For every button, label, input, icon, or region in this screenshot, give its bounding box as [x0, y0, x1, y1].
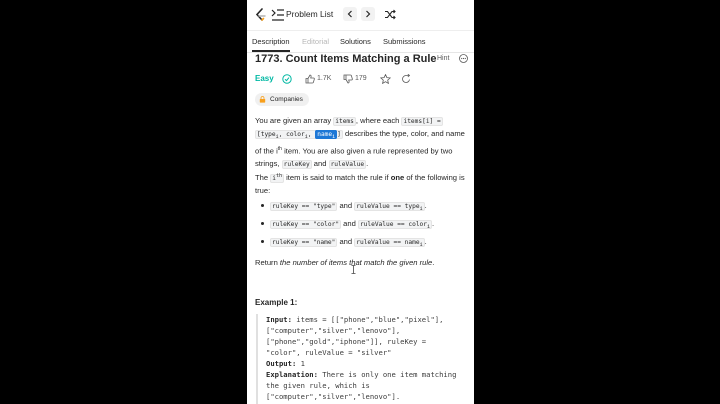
likes-count: 1.7K — [317, 75, 332, 82]
tab-submissions[interactable]: Submissions — [383, 37, 426, 46]
active-tab-indicator — [252, 50, 290, 52]
dislikes-count: 179 — [355, 75, 367, 82]
list-item: ruleKey == "name" and ruleValue == name$_i$ . — [255, 237, 427, 248]
description-paragraph-1: You are given an array items , where each items[i] = [type$_i$, color$_i$, name$_i$ ] describes the type, color, and name of the $i^{th}$ item. You are also given a rule represented by two strings, ruleKey and ruleValue . — [255, 116, 465, 168]
companies-tag[interactable] — [255, 93, 309, 106]
tab-bar — [247, 30, 474, 53]
text-cursor-icon — [351, 265, 356, 274]
code-rulevalue: ruleValue — [330, 160, 365, 168]
list-item: ruleKey == "type" and ruleValue == type$_i$ . — [255, 201, 427, 212]
description-paragraph-3: Return the number of items that match the given rule. — [255, 258, 435, 267]
next-problem-button[interactable] — [361, 7, 375, 21]
example-block: Input: items = [["phone","blue","pixel"], ["computer","silver","lenovo"], ["phone","gold","iphone"]], ruleKey = "color", ruleValue = "silver" Output: 1 Explanation: There is only one item matching the given rule, which is ["computer","silver","lenovo"]. — [256, 314, 474, 404]
thumbs-up-icon[interactable] — [305, 74, 315, 84]
code-item-tuple: [type$_i$, color$_i$, name$_i$ ] — [257, 131, 341, 141]
description-paragraph-2: The $i^{th}$ item is said to match the rule if one of the following is true: — [255, 173, 465, 196]
problem-title: 1773. Count Items Matching a Rule — [255, 53, 437, 65]
selected-text-name: name$_i$ — [317, 131, 336, 141]
chevron-right-icon — [365, 10, 371, 18]
lock-icon — [259, 96, 266, 103]
tab-solutions[interactable]: Solutions — [340, 37, 371, 46]
thumbs-down-icon[interactable] — [343, 74, 353, 84]
solved-check-icon — [282, 74, 292, 84]
companies-label: Companies — [270, 96, 303, 103]
example-title: Example 1: — [255, 298, 298, 307]
top-toolbar — [247, 0, 474, 31]
shuffle-icon[interactable] — [384, 9, 396, 20]
tab-editorial[interactable]: Editorial — [302, 37, 330, 46]
chevron-left-icon — [347, 10, 353, 18]
code-rulekey: ruleKey — [283, 160, 310, 168]
tab-description[interactable]: Description — [252, 37, 290, 46]
difficulty-badge: Easy — [255, 74, 274, 83]
prev-problem-button[interactable] — [343, 7, 357, 21]
code-items: items — [335, 118, 354, 125]
code-items-i: items[i] = — [403, 118, 441, 125]
list-item: ruleKey == "color" and ruleValue == color$_i$ . — [255, 219, 434, 230]
problem-panel — [247, 0, 474, 404]
problem-list-icon[interactable] — [271, 9, 285, 21]
hint-button[interactable]: Hint — [437, 55, 450, 62]
more-options-icon[interactable] — [459, 54, 468, 63]
leetcode-logo-icon[interactable] — [254, 8, 266, 22]
rule-list — [255, 201, 469, 251]
share-icon[interactable] — [401, 74, 411, 84]
star-icon[interactable] — [380, 74, 391, 84]
problem-list-label[interactable]: Problem List — [286, 9, 334, 19]
